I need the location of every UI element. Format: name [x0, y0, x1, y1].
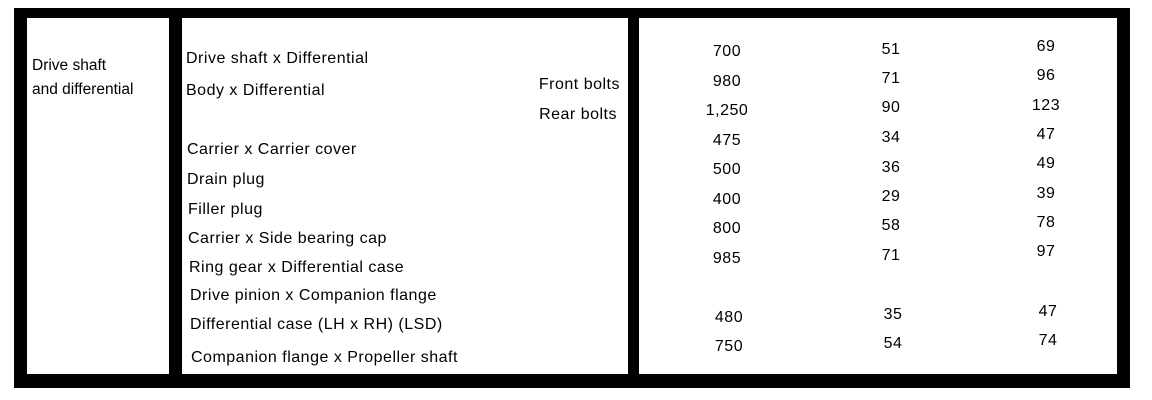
item-differential-case-lsd: Differential case (LH x RH) (LSD) [190, 316, 443, 333]
item-drain-plug: Drain plug [187, 171, 265, 188]
item-ring-gear: Ring gear x Differential case [189, 259, 405, 276]
value-nm: 985 [712, 250, 742, 267]
value-ftlb: 47 [1036, 126, 1056, 143]
subitem-rear-bolts: Rear bolts [539, 106, 617, 123]
value-ftlb: 74 [1038, 332, 1058, 349]
value-kgm: 51 [881, 41, 901, 58]
value-ftlb: 97 [1036, 243, 1056, 260]
value-nm: 475 [712, 132, 742, 149]
value-kgm: 71 [881, 247, 901, 264]
item-companion-flange-propeller: Companion flange x Propeller shaft [191, 349, 458, 366]
value-kgm: 71 [881, 70, 901, 87]
value-ftlb: 123 [1031, 97, 1061, 114]
value-nm: 800 [712, 220, 742, 237]
value-nm: 1,250 [705, 102, 749, 119]
value-ftlb: 69 [1036, 38, 1056, 55]
category-label-line-1: Drive shaft [32, 57, 107, 74]
value-ftlb: 96 [1036, 67, 1056, 84]
value-ftlb: 47 [1038, 303, 1058, 320]
torque-table-frame [14, 8, 1130, 388]
category-label-line-2: and differential [32, 81, 134, 98]
items-cell [182, 18, 628, 374]
item-drive-pinion: Drive pinion x Companion flange [190, 287, 437, 304]
value-nm: 980 [712, 73, 742, 90]
value-nm: 480 [714, 309, 744, 326]
value-kgm: 36 [881, 159, 901, 176]
item-side-bearing-cap: Carrier x Side bearing cap [188, 230, 387, 247]
value-kgm: 58 [881, 217, 901, 234]
value-ftlb: 49 [1036, 155, 1056, 172]
value-ftlb: 78 [1036, 214, 1056, 231]
item-body-differential: Body x Differential [186, 82, 326, 99]
item-carrier-cover: Carrier x Carrier cover [187, 141, 357, 158]
value-kgm: 34 [881, 129, 901, 146]
item-filler-plug: Filler plug [188, 201, 263, 218]
values-cell [639, 18, 1117, 374]
value-kgm: 35 [883, 306, 903, 323]
item-drive-shaft-differential: Drive shaft x Differential [186, 50, 369, 67]
value-kgm: 90 [881, 99, 901, 116]
category-cell [27, 18, 169, 374]
value-kgm: 29 [881, 188, 901, 205]
value-ftlb: 39 [1036, 185, 1056, 202]
value-kgm: 54 [883, 335, 903, 352]
value-nm: 700 [712, 43, 742, 60]
subitem-front-bolts: Front bolts [538, 76, 620, 93]
value-nm: 500 [712, 161, 742, 178]
value-nm: 750 [714, 338, 744, 355]
value-nm: 400 [712, 191, 742, 208]
